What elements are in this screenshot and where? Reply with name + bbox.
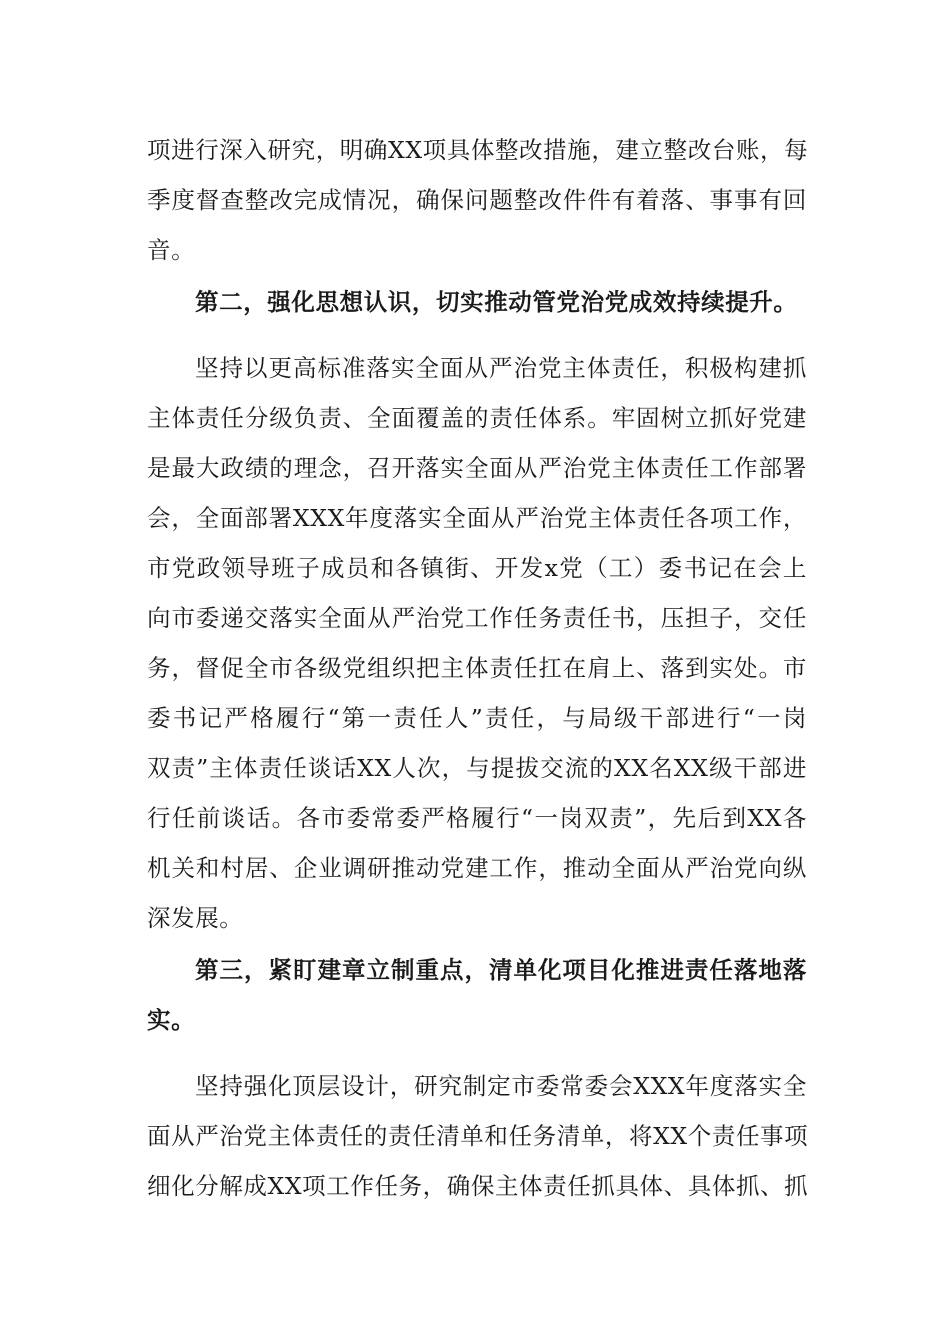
body-text-line: 机关和村居、企业调研推动党建工作，推动全面从严治党向纵 [147,854,807,882]
body-text-line: 行任前谈话。各市委常委严格履行“一岗双责”，先后到XX各 [147,804,807,832]
body-text-line: 委书记严格履行“第一责任人”责任，与局级干部进行“一岗 [147,704,807,732]
body-text-line: 坚持以更高标准落实全面从严治党主体责任，积极构建抓 [195,354,807,382]
body-text-line: 是最大政绩的理念，召开落实全面从严治党主体责任工作部署 [147,454,807,482]
body-text-line: 向市委递交落实全面从严治党工作任务责任书，压担子，交任 [147,604,807,632]
body-text-line: 会，全面部署XXX年度落实全面从严治党主体责任各项工作， [147,504,807,532]
body-text-line: 音。 [147,236,196,264]
body-text-line: 务，督促全市各级党组织把主体责任扛在肩上、落到实处。市 [147,654,807,682]
section-heading: 第二，强化思想认识，切实推动管党治党成效持续提升。 [195,288,798,316]
body-text-line: 主体责任分级负责、全面覆盖的责任体系。牢固树立抓好党建 [147,404,807,432]
body-text-line: 季度督查整改完成情况，确保问题整改件件有着落、事事有回 [147,186,807,214]
body-text-line: 深发展。 [147,904,244,932]
body-text-line: 市党政领导班子成员和各镇街、开发x党（工）委书记在会上 [147,554,807,582]
section-heading: 实。 [147,1006,196,1034]
body-text-line: 项进行深入研究，明确XX项具体整改措施，建立整改台账，每 [147,136,809,164]
body-text-line: 坚持强化顶层设计，研究制定市委常委会XXX年度落实全 [195,1072,807,1100]
section-heading: 第三，紧盯建章立制重点，清单化项目化推进责任落地落 [195,956,807,984]
body-text-line: 双责”主体责任谈话XX人次，与提拔交流的XX名XX级干部进 [147,754,807,782]
body-text-line: 面从严治党主体责任的责任清单和任务清单，将XX个责任事项 [147,1122,809,1150]
body-text-line: 细化分解成XX项工作任务，确保主体责任抓具体、具体抓、抓 [147,1172,809,1200]
